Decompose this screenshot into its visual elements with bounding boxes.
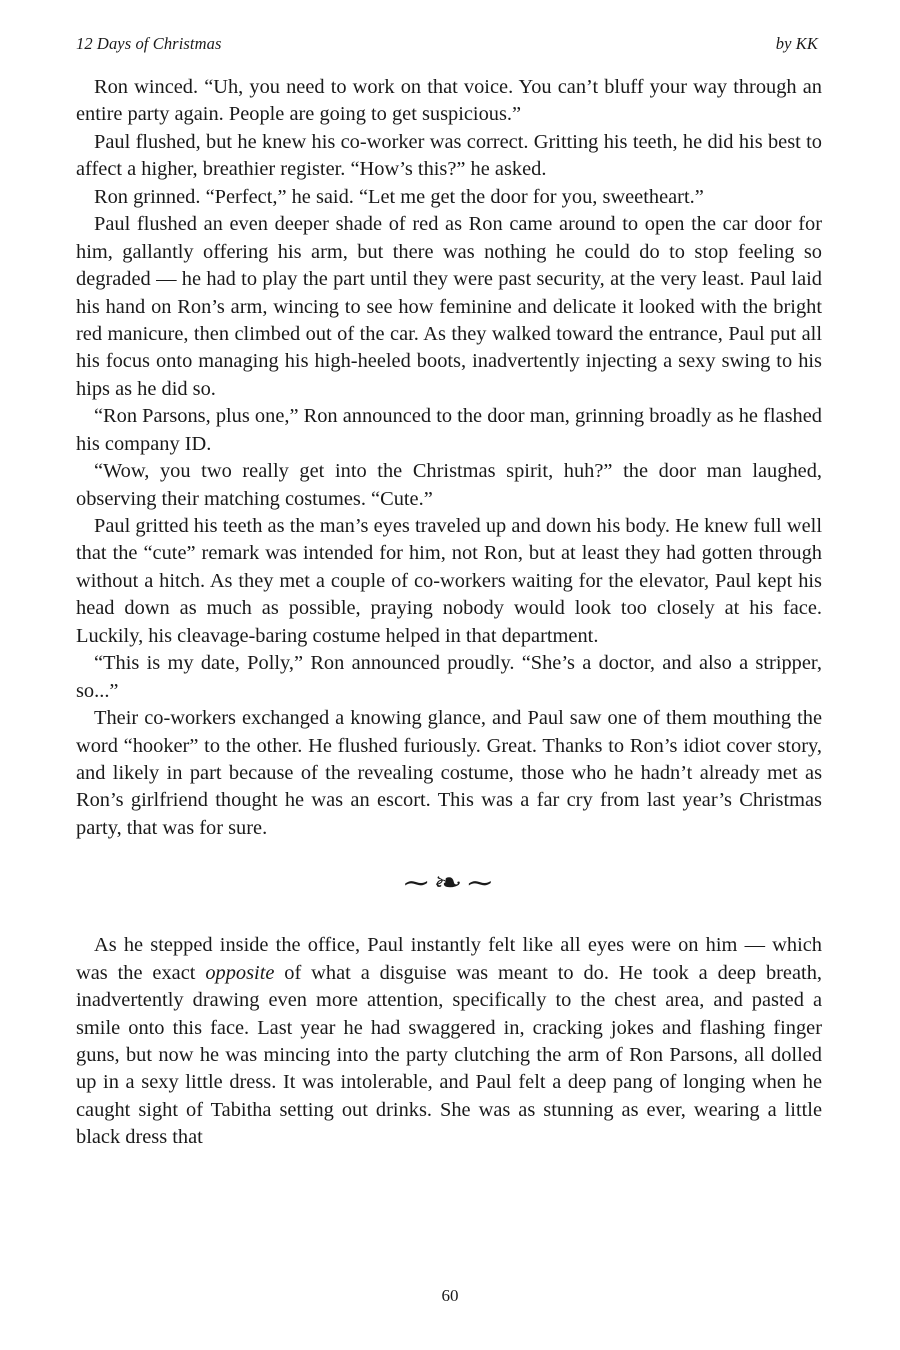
running-head-title: 12 Days of Christmas <box>76 34 222 53</box>
paragraph-final-part1: As he stepped inside the office, Paul instantly felt like all eyes were on him — which was the exact <box>76 934 822 984</box>
paragraph: Ron winced. “Uh, you need to work on that voice. You can’t bluff your way through an entire party again. People are going to get suspicious.” <box>76 76 822 126</box>
running-head <box>76 34 822 54</box>
paragraph: Paul flushed an even deeper shade of red as Ron came around to open the car door for him, gallantly offering his arm, but there was nothing he could do to stop feeling so degraded — he had to play the part until they were past security, at the very least. Paul laid his hand on Ron’s arm, wincing to see how feminine and delicate it looked with the bright red manicure, then climbed out of the car. As they walked toward the entrance, Paul put all his focus onto managing his high-heeled boots, inadvertently injecting a sexy swing to his hips as he did so. <box>76 213 822 400</box>
paragraph: “Wow, you two really get into the Christmas spirit, huh?” the door man laughed, observing their matching costumes. “Cute.” <box>76 460 822 510</box>
page-number: 60 <box>441 1286 459 1305</box>
ornament-glyph: ∼❧∼ <box>401 868 497 900</box>
running-head-author: by KK <box>775 34 818 53</box>
paragraph: Their co-workers exchanged a knowing glance, and Paul saw one of them mouthing the word “hooker” to the other. He flushed furiously. Great. Thanks to Ron’s idiot cover story, and likely in part because of the revealing costume, those who he hadn’t already met as Ron’s girlfriend thought he was an escort. This was a far cry from last year’s Christmas party, that was for sure. <box>76 707 822 839</box>
paragraph-final-part2: of what a disguise was meant to do. He took a deep breath, inadvertently drawing even more attention, specifically to the chest area, and pasted a smile onto this face. Last year he had swaggered in, cracking jokes and flashing finger guns, but now he was mincing into the party clutching the arm of Ron Parsons, all dolled up in a sexy little dress. It was intolerable, and Paul felt a deep pang of longing when he caught sight of Tabitha setting out drinks. She was as stunning as ever, wearing a little black dress that <box>76 961 822 1149</box>
paragraph-final <box>76 932 822 1152</box>
paragraph: Ron grinned. “Perfect,” he said. “Let me get the door for you, sweetheart.” <box>94 185 704 208</box>
section-break-ornament <box>76 870 822 898</box>
paragraph: Paul gritted his teeth as the man’s eyes traveled up and down his body. He knew full well that the “cute” remark was intended for him, not Ron, but at least they had gotten through without a hitch. As they met a couple of co-workers waiting for the elevator, Paul kept his head down as much as possible, praying nobody would look too closely at his face. Luckily, his cleavage-baring costume helped in that department. <box>76 515 822 647</box>
paragraph-final-emphasis: opposite <box>205 961 275 984</box>
body-text <box>76 74 822 1152</box>
paragraph: Paul flushed, but he knew his co-worker was correct. Gritting his teeth, he did his best to affect a higher, breathier register. “How’s this?” he asked. <box>76 130 822 181</box>
paragraph: “This is my date, Polly,” Ron announced proudly. “She’s a doctor, and also a stripper, so...” <box>76 652 822 702</box>
paragraph: “Ron Parsons, plus one,” Ron announced to the door man, grinning broadly as he flashed his company ID. <box>76 405 822 455</box>
